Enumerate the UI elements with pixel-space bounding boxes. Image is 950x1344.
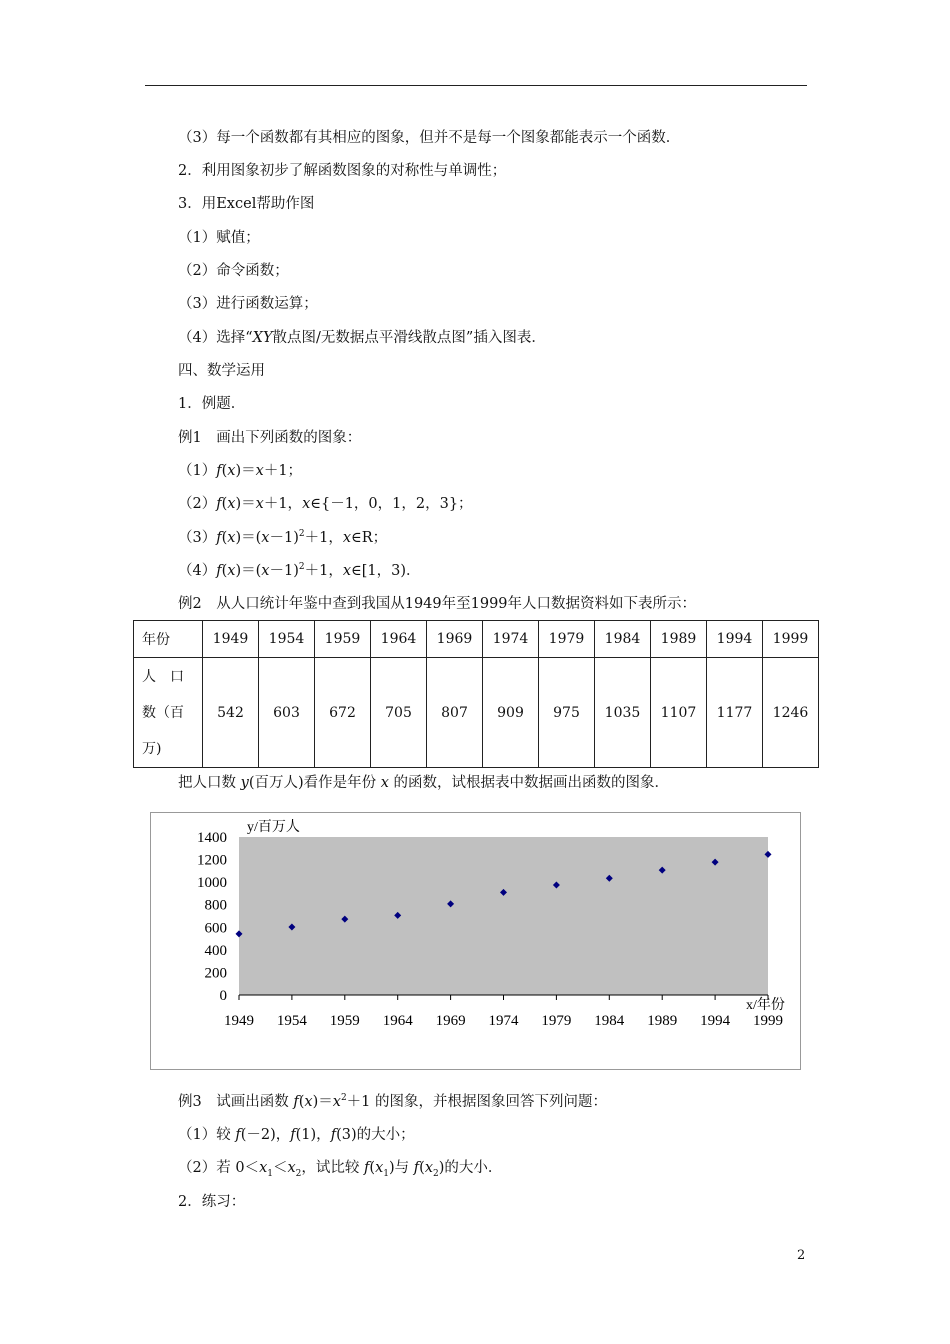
text-line: 把人口数 y(百万人)看作是年份 x 的函数，试根据表中数据画出函数的图象． (178, 775, 670, 791)
example-item: （2）若 $0<x_1<x_2$，试比较 $f(x_1)$与 $f(x_2)$的大小． (178, 1160, 503, 1179)
text-line: （3）进行函数运算； (178, 296, 318, 312)
table-cell: 603 (259, 658, 315, 768)
y-tick-label: 1000 (197, 875, 227, 892)
example-item: （1）f(x)＝x＋1； (178, 463, 303, 479)
x-tick-label: 1969 (435, 1013, 466, 1029)
text-line: （2）命令函数； (178, 263, 289, 279)
table-cell: 807 (427, 658, 483, 768)
table-cell: 1035 (595, 658, 651, 768)
y-tick-label: 600 (204, 920, 227, 937)
example-item: $(3)f(x)=(x-1)^2+1$，x∈R； (178, 529, 388, 546)
text-line: （4）选择“XY散点图/无数据点平滑线散点图”插入图表． (178, 330, 546, 346)
section-heading: 四、数学运用 (178, 363, 265, 379)
x-tick-label: 1964 (382, 1013, 413, 1029)
table-row (134, 621, 819, 658)
table-cell: 1959 (315, 621, 371, 658)
population-table (133, 620, 819, 768)
scatter-chart (151, 813, 800, 1069)
x-tick-label: 1974 (488, 1013, 519, 1029)
text-line: （3）每一个函数都有其相应的图象，但并不是每一个图象都能表示一个函数． (178, 130, 681, 146)
table-cell: 1989 (651, 621, 707, 658)
x-tick-label: 1984 (594, 1013, 625, 1029)
table-header-cell: 年份 (134, 621, 203, 658)
text-line: （1）赋值； (178, 230, 260, 246)
table-cell: 1994 (707, 621, 763, 658)
example-item: $(4)f(x)=(x-1)^2+1$，x∈[1，3)． (178, 562, 421, 579)
text-line: 3．用Excel帮助作图 (178, 196, 315, 212)
x-axis-label: x/年份 (746, 998, 785, 1013)
example-heading: 例1 画出下列函数的图象： (178, 430, 362, 446)
x-tick-label: 1959 (329, 1013, 360, 1029)
text-line: 1．例题． (178, 396, 246, 412)
table-row (134, 658, 819, 768)
y-tick-label: 1200 (197, 852, 227, 869)
table-cell: 1999 (763, 621, 819, 658)
table-cell: 1969 (427, 621, 483, 658)
x-tick-label: 1954 (276, 1013, 307, 1029)
y-tick-label: 800 (204, 897, 227, 914)
example-heading: 例3 试画出函数 $f(x)=x^2+1$ 的图象，并根据图象回答下列问题： (178, 1093, 608, 1110)
x-tick-label: 1999 (753, 1013, 783, 1029)
header-rule (145, 85, 807, 86)
table-cell: 1954 (259, 621, 315, 658)
table-cell: 1979 (539, 621, 595, 658)
table-cell: 1177 (707, 658, 763, 768)
header-line: 人 口 (142, 668, 184, 685)
y-axis-label: y/百万人 (247, 820, 300, 835)
table-cell: 909 (483, 658, 539, 768)
text-line: 2．练习： (178, 1194, 246, 1210)
x-tick-label: 1989 (647, 1013, 678, 1029)
page-number: 2 (797, 1248, 806, 1263)
table-cell: 1949 (203, 621, 259, 658)
table-header-cell (134, 658, 203, 768)
table-cell: 672 (315, 658, 371, 768)
table-cell: 705 (371, 658, 427, 768)
y-tick-label: 0 (219, 988, 227, 1004)
y-tick-label: 400 (204, 942, 227, 959)
table-cell: 1107 (651, 658, 707, 768)
x-tick-label: 1994 (700, 1013, 731, 1029)
table-cell: 1974 (483, 621, 539, 658)
example-item: （1）较 f(－2)，f(1)，f(3)的大小； (178, 1127, 415, 1143)
text-line: 2．利用图象初步了解函数图象的对称性与单调性； (178, 163, 507, 179)
header-line: 万) (142, 740, 162, 757)
x-tick-label: 1979 (541, 1013, 572, 1029)
y-tick-label: 1400 (197, 830, 227, 846)
table-cell: 542 (203, 658, 259, 768)
header-line: 数（百 (142, 704, 184, 721)
example-item: （2）f(x)＝x＋1，x∈{－1，0，1，2，3}； (178, 496, 473, 512)
x-tick-label: 1949 (224, 1013, 254, 1029)
table-cell: 1984 (595, 621, 651, 658)
example-heading: 例2 从人口统计年鉴中查到我国从1949年至1999年人口数据资料如下表所示： (178, 596, 697, 612)
plot-area (239, 837, 768, 995)
table-cell: 975 (539, 658, 595, 768)
y-tick-label: 200 (204, 965, 227, 982)
table-cell: 1246 (763, 658, 819, 768)
chart-frame (150, 812, 801, 1070)
table-cell: 1964 (371, 621, 427, 658)
